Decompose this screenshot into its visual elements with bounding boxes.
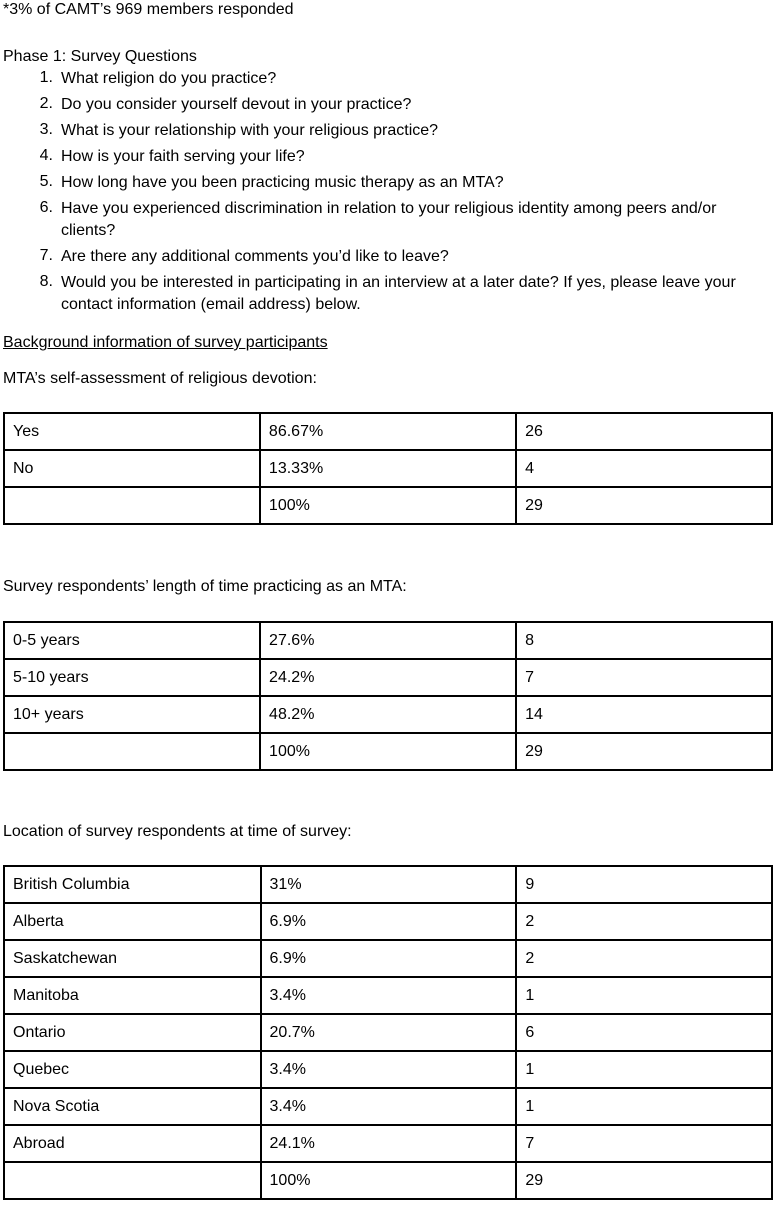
response-note: *3% of CAMT’s 969 members responded: [3, 1, 294, 18]
table-cell-percent: 48.2%: [260, 696, 516, 733]
table-cell-percent: 3.4%: [261, 1051, 517, 1088]
table-cell-percent: 24.2%: [260, 659, 516, 696]
devotion-table: [3, 412, 773, 525]
table-cell-percent: 24.1%: [261, 1125, 517, 1162]
question-number: 4.: [39, 147, 53, 164]
table-cell-label: Yes: [4, 413, 260, 450]
question-text: How is your faith serving your life?: [61, 148, 305, 165]
phase-title: Phase 1: Survey Questions: [3, 48, 197, 65]
background-section-title: Background information of survey participants: [3, 334, 328, 351]
table-cell-percent: 6.9%: [261, 903, 517, 940]
question-text: Would you be interested in participating in an interview at a later date? If yes, please leave your contact information (email address) below.: [61, 274, 736, 313]
table-cell-percent: 100%: [260, 733, 516, 770]
table-cell-count: 9: [516, 866, 772, 903]
table-cell-percent: 27.6%: [260, 622, 516, 659]
devotion-caption: MTA’s self-assessment of religious devotion:: [3, 370, 317, 387]
question-item: [3, 198, 773, 242]
table-cell-count: 7: [516, 1125, 772, 1162]
table-cell-count: 29: [516, 1162, 772, 1199]
table-cell-count: 6: [516, 1014, 772, 1051]
table-cell-label: Ontario: [4, 1014, 261, 1051]
question-text: How long have you been practicing music therapy as an MTA?: [61, 174, 504, 191]
table-cell-count: 1: [516, 977, 772, 1014]
table-cell-count: 2: [516, 940, 772, 977]
table-cell-count: 4: [516, 450, 772, 487]
question-number: 2.: [39, 95, 53, 112]
table-cell-count: 7: [516, 659, 772, 696]
survey-question-list: [3, 68, 773, 316]
question-number: 6.: [39, 199, 53, 216]
table-cell-label: Manitoba: [4, 977, 261, 1014]
table-row: [4, 940, 772, 977]
table-cell-percent: 86.67%: [260, 413, 516, 450]
location-caption: Location of survey respondents at time of survey:: [3, 823, 352, 840]
table-cell-percent: 3.4%: [261, 1088, 517, 1125]
question-item: [3, 246, 773, 268]
table-row: [4, 487, 772, 524]
table-row: [4, 1088, 772, 1125]
table-cell-count: 8: [516, 622, 772, 659]
table-cell-label: British Columbia: [4, 866, 261, 903]
table-cell-percent: 20.7%: [261, 1014, 517, 1051]
table-cell-label: [4, 733, 260, 770]
table-row: [4, 977, 772, 1014]
table-cell-label: [4, 487, 260, 524]
table-row: [4, 903, 772, 940]
document-page: [3, 0, 773, 1200]
question-number: 5.: [39, 173, 53, 190]
question-item: [3, 172, 773, 194]
table-cell-count: 14: [516, 696, 772, 733]
table-cell-label: Quebec: [4, 1051, 261, 1088]
table-cell-count: 29: [516, 487, 772, 524]
location-table: [3, 865, 773, 1200]
table-cell-label: Alberta: [4, 903, 261, 940]
table-cell-percent: 3.4%: [261, 977, 517, 1014]
table-row: [4, 659, 772, 696]
table-row: [4, 450, 772, 487]
table-cell-label: [4, 1162, 261, 1199]
table-row: [4, 866, 772, 903]
practice-length-table: [3, 621, 773, 771]
table-cell-count: 2: [516, 903, 772, 940]
question-text: What is your relationship with your religious practice?: [61, 122, 439, 139]
question-item: [3, 120, 773, 142]
table-cell-label: Abroad: [4, 1125, 261, 1162]
question-number: 3.: [39, 121, 53, 138]
length-caption: Survey respondents’ length of time practicing as an MTA:: [3, 578, 407, 595]
table-row: [4, 696, 772, 733]
table-cell-label: 5-10 years: [4, 659, 260, 696]
table-row: [4, 622, 772, 659]
table-row: [4, 733, 772, 770]
table-cell-percent: 13.33%: [260, 450, 516, 487]
question-text: Do you consider yourself devout in your practice?: [61, 96, 412, 113]
question-text: Are there any additional comments you’d like to leave?: [61, 248, 449, 265]
table-cell-percent: 100%: [261, 1162, 517, 1199]
question-item: [3, 272, 773, 316]
question-number: 8.: [39, 273, 53, 290]
question-text: Have you experienced discrimination in relation to your religious identity among peers and/or clients?: [61, 200, 717, 239]
question-number: 1.: [39, 69, 53, 86]
table-cell-count: 1: [516, 1088, 772, 1125]
table-cell-percent: 100%: [260, 487, 516, 524]
question-item: [3, 146, 773, 168]
question-text: What religion do you practice?: [61, 70, 277, 87]
table-cell-label: 10+ years: [4, 696, 260, 733]
table-cell-label: No: [4, 450, 260, 487]
table-row: [4, 1125, 772, 1162]
question-number: 7.: [39, 247, 53, 264]
table-cell-label: Nova Scotia: [4, 1088, 261, 1125]
table-row: [4, 1162, 772, 1199]
question-item: [3, 68, 773, 90]
table-cell-percent: 31%: [261, 866, 517, 903]
table-row: [4, 413, 772, 450]
table-cell-label: Saskatchewan: [4, 940, 261, 977]
table-cell-count: 26: [516, 413, 772, 450]
table-cell-label: 0-5 years: [4, 622, 260, 659]
question-item: [3, 94, 773, 116]
table-row: [4, 1051, 772, 1088]
table-cell-count: 1: [516, 1051, 772, 1088]
table-cell-count: 29: [516, 733, 772, 770]
table-row: [4, 1014, 772, 1051]
table-cell-percent: 6.9%: [261, 940, 517, 977]
